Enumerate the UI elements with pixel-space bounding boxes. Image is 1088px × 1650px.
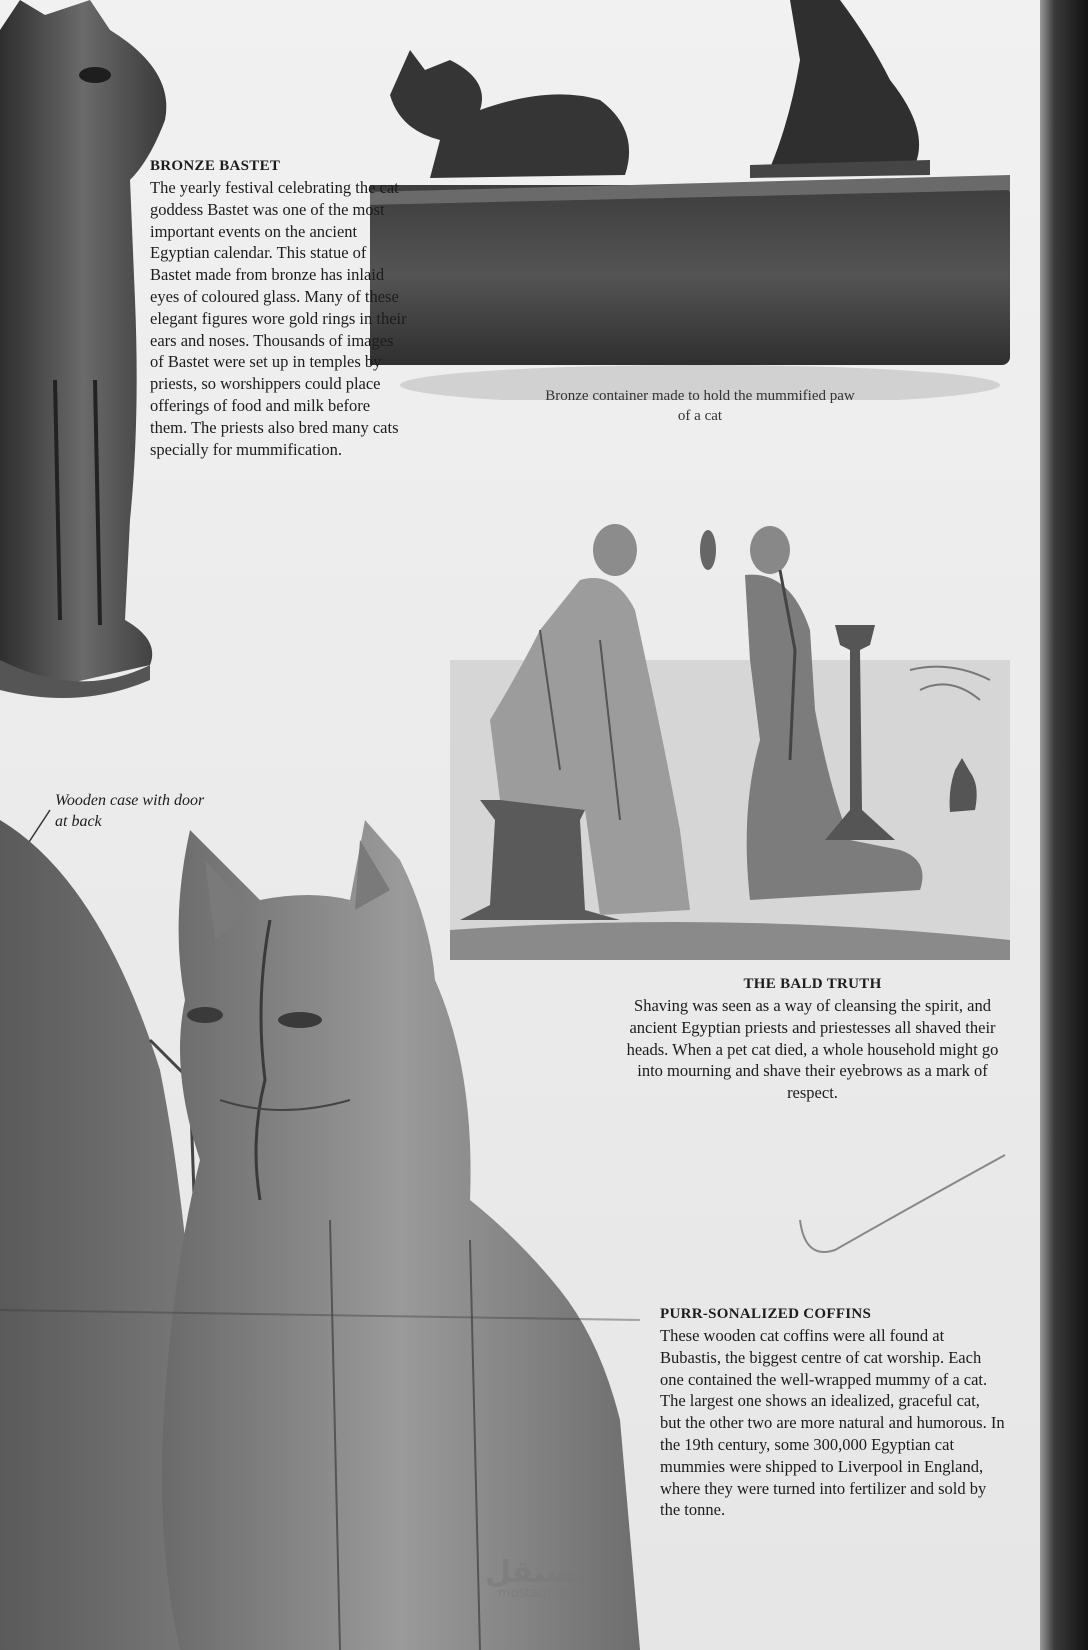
scan-edge — [1040, 0, 1088, 1650]
bronze-paw-container — [370, 0, 1030, 400]
bald-truth-heading: THE BALD TRUTH — [743, 976, 882, 992]
bald-truth-section — [625, 976, 1000, 1104]
coffins-body: These wooden cat coffins were all found at Bubastis, the biggest centre of cat worship. Each one contained the well-wrapped mummy of a cat. The largest one shows an idealized, graceful cat, but the other two are more natural and humorous. In the 19th century, some 300,000 Egyptian cat mummies were shipped to Liverpool in England, where they were turned into fertilizer and sold by the tonne. — [660, 1326, 1005, 1520]
watermark-arabic: مستقل — [485, 1555, 595, 1590]
container-caption: Bronze container made to hold the mummified paw of a cat — [545, 388, 855, 424]
watermark-latin: mostaql.com — [497, 1586, 583, 1601]
bronze-bastet-section — [150, 158, 410, 460]
coffins-heading: PURR-SONALIZED COFFINS — [660, 1306, 872, 1322]
bronze-bastet-body: The yearly festival celebrating the cat goddess Bastet was one of the most important events on the ancient Egyptian calendar. This statue of Bastet made from bronze has inlaid eyes of coloured glass. Many of these elegant figures wore gold rings in their ears and noses. Thousands of images of Bastet were set up in temples by priests, so worshippers could place offerings of food and milk before them. The priests also bred many cats specially for mummification. — [150, 178, 407, 459]
mostaql-watermark — [470, 1555, 610, 1601]
bald-truth-body: Shaving was seen as a way of cleansing the spirit, and ancient Egyptian priests and priestesses all shaved their heads. When a pet cat died, a whole household might go into mourning and shave their eyebrows as a mark of respect. — [626, 996, 999, 1103]
pen-scribble — [795, 1150, 1015, 1260]
wooden-case-label: Wooden case with door at back — [55, 792, 205, 830]
bronze-bastet-heading: BRONZE BASTET — [150, 158, 281, 174]
wooden-cat-coffins — [0, 820, 640, 1650]
coffins-section — [660, 1306, 1005, 1521]
